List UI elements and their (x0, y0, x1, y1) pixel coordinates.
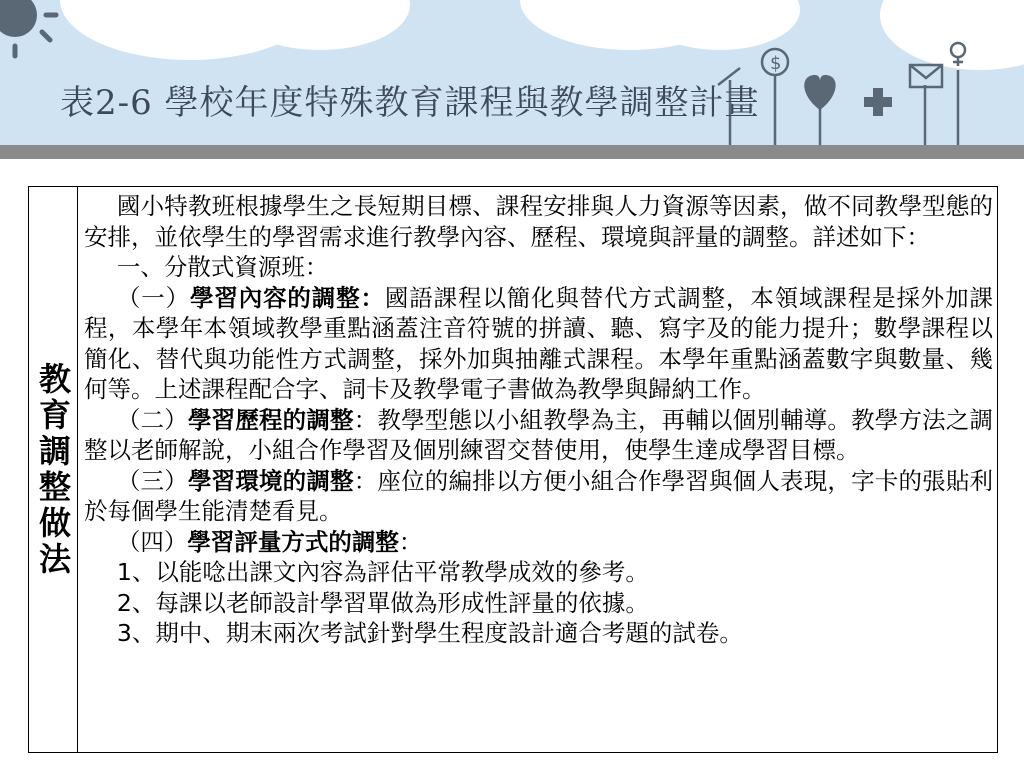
sun-icon (0, 0, 60, 60)
section-heading: 一、分散式資源班： (116, 253, 329, 281)
intro-paragraph: 國小特教班根據學生之長短期目標、課程安排與人力資源等因素，做不同教學型態的安排，並依學生的學習需求進行教學內容、歷程、環境與評量的調整。詳述如下： (84, 192, 993, 251)
banner-divider (0, 145, 1024, 159)
item-body: ：教學型態以小組教學為主，再輔以個別輔導。教學方法之調整以老師解說，小組合作學習及個別練習交替使用，使學生達成學習目標。 (84, 405, 994, 464)
item-heading: 學習歷程的調整 (187, 405, 354, 434)
list-item: 2、每課以老師設計學習單做為形成性評量的依據。 (116, 588, 649, 617)
item-content-adjustment (84, 283, 993, 405)
item-assessment-adjustment (84, 527, 993, 558)
left-label: 教育調整做法 (34, 361, 72, 578)
table-left-column (29, 187, 78, 752)
item-body: ： (398, 527, 423, 556)
item-prefix: （一） (116, 283, 190, 312)
item-heading: 學習內容的調整： (189, 283, 385, 312)
list-item: 3、期中、期末兩次考試針對學生程度設計適合考題的試卷。 (116, 619, 743, 647)
plan-table (28, 186, 998, 753)
item-process-adjustment (84, 405, 993, 466)
item-environment-adjustment (84, 466, 993, 527)
item-body: 國語課程以簡化與替代方式調整，本領域課程是採外加課程，本學年本領域教學重點涵蓋注音符號的拼讀、聽、寫字及的能力提升；數學課程以簡化、替代與功能性方式調整，採外加與抽離式課程。本學年重點涵蓋數字與數量、幾何等。上述課程配合字、詞卡及教學電子書做為教學與歸納工作。 (84, 283, 994, 403)
table-content (78, 187, 997, 752)
page-title: 表2-6 學校年度特殊教育課程與教學調整計畫 (60, 83, 760, 123)
item-heading: 學習環境的調整 (187, 466, 354, 495)
item-prefix: （三） (116, 466, 188, 495)
item-prefix: （二） (116, 405, 188, 434)
item-body: ：座位的編排以方便小組合作學習與個人表現，字卡的張貼利於每個學生能清楚看見。 (84, 466, 994, 525)
list-item: 1、以能唸出課文內容為評估平常教學成效的參考。 (116, 558, 649, 586)
item-heading: 學習評量方式的調整 (187, 527, 399, 556)
svg-text:$: $ (770, 53, 782, 74)
header-banner (0, 0, 1024, 145)
item-prefix: （四） (116, 527, 188, 556)
